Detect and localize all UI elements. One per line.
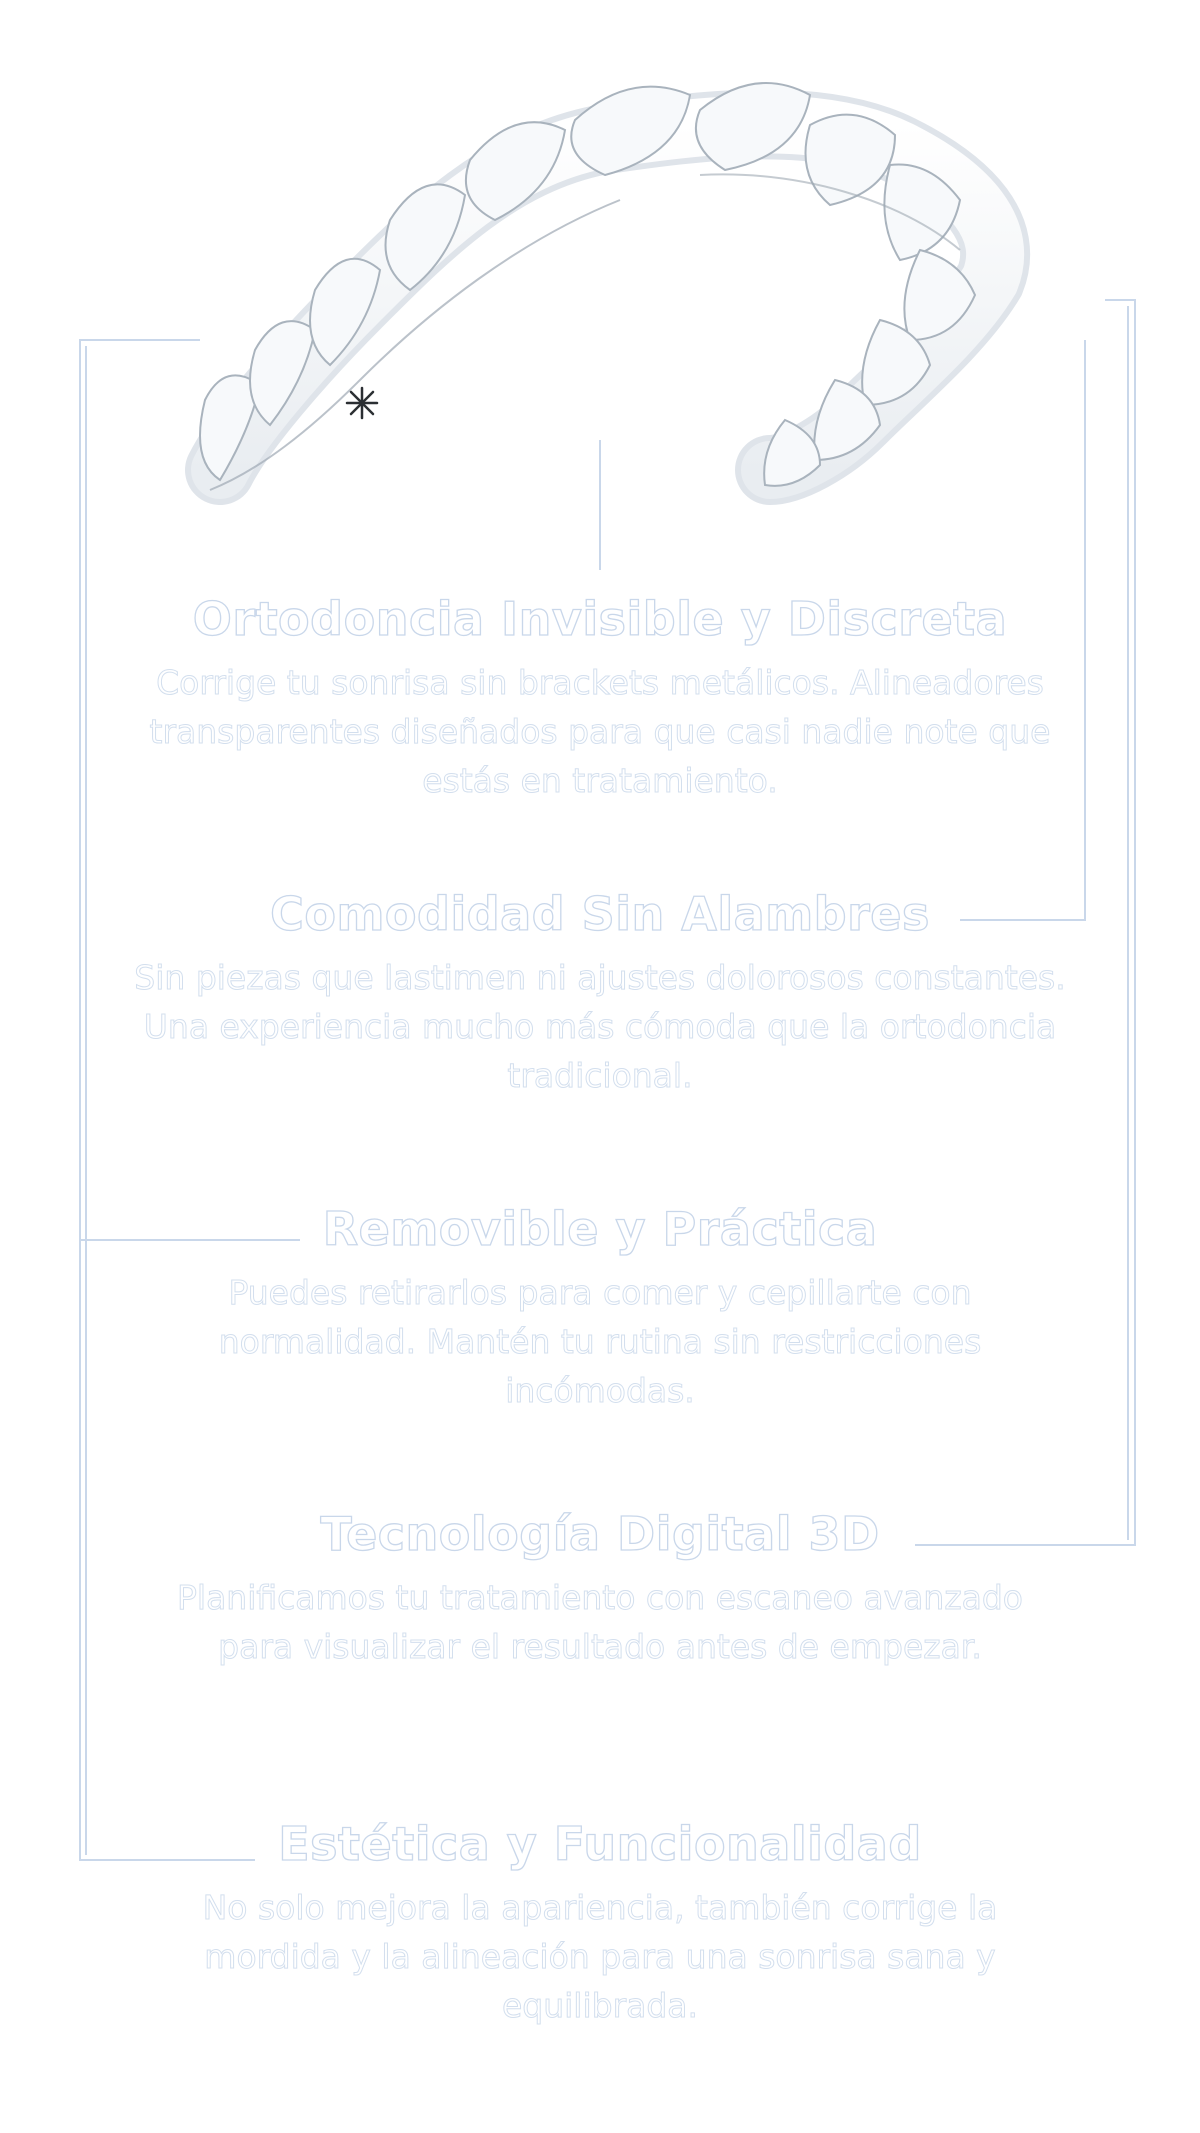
feature-comodidad [110,885,1090,1100]
feature-title: Estética y Funcionalidad [278,1817,922,1871]
feature-description: Puedes retirarlos para comer y cepillarte con normalidad. Mantén tu rutina sin restricciones incómodas. [218,1273,982,1410]
feature-description: Planificamos tu tratamiento con escaneo avanzado para visualizar el resultado antes de empezar. [177,1578,1023,1666]
feature-description: Sin piezas que lastimen ni ajustes dolorosos constantes. Una experiencia mucho más cómoda que la ortodoncia tradicional. [134,958,1066,1095]
feature-estetica [110,1815,1090,2030]
feature-title: Removible y Práctica [322,1202,878,1256]
feature-description: Corrige tu sonrisa sin brackets metálicos. Alineadores transparentes diseñados para que casi nadie note que estás en tratamiento. [149,663,1051,800]
feature-tecnologia [110,1505,1090,1671]
feature-removible [110,1200,1090,1415]
feature-title: Tecnología Digital 3D [320,1507,880,1561]
feature-title: Comodidad Sin Alambres [270,887,930,941]
feature-title: Ortodoncia Invisible y Discreta [192,592,1008,646]
feature-description: No solo mejora la apariencia, también corrige la mordida y la alineación para una sonrisa sana y equilibrada. [202,1888,998,2025]
feature-invisible [110,590,1090,805]
